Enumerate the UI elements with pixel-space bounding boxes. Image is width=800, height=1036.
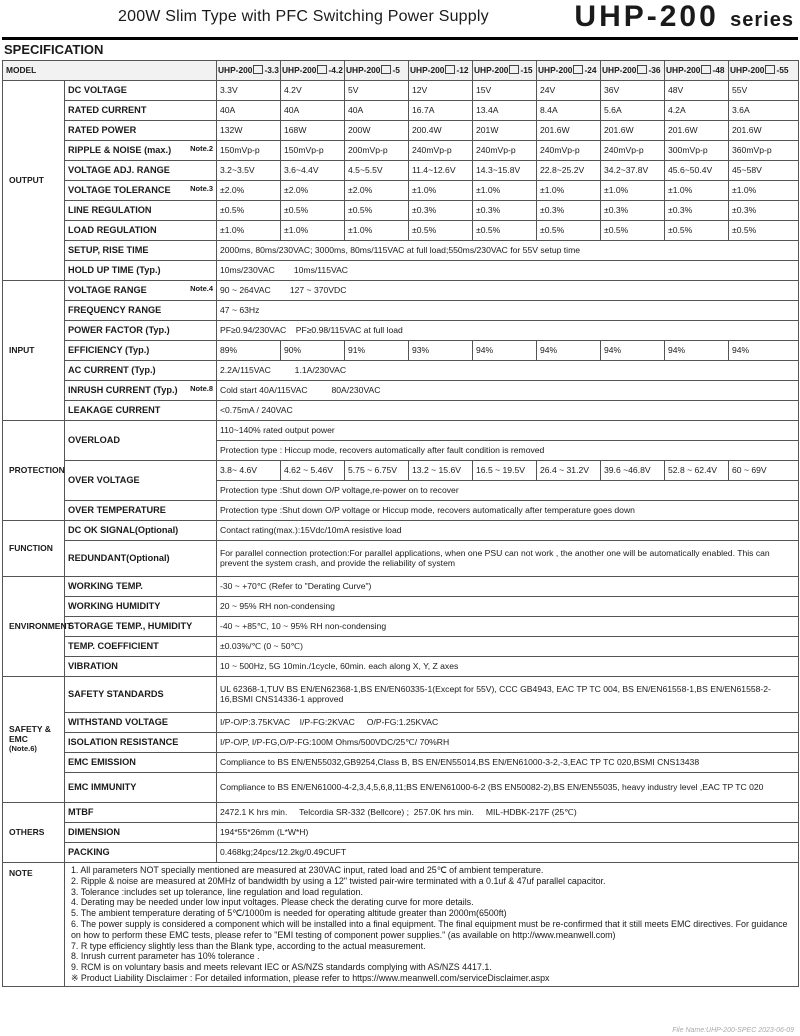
section-title: SPECIFICATION (4, 42, 104, 57)
value-cell: 150mVp-p (281, 141, 345, 161)
voltage-adj-label: VOLTAGE ADJ. RANGE (65, 161, 217, 181)
vibration-label: VIBRATION (65, 657, 217, 677)
value-cell: 10ms/230VAC 10ms/115VAC (217, 261, 799, 281)
setup-rise-label: SETUP, RISE TIME (65, 241, 217, 261)
value-cell: ±1.0% (665, 181, 729, 201)
value-cell: ±2.0% (217, 181, 281, 201)
value-cell: 94% (601, 341, 665, 361)
value-cell: 132W (217, 121, 281, 141)
power-factor-label: POWER FACTOR (Typ.) (65, 321, 217, 341)
value-cell: <0.75mA / 240VAC (217, 401, 799, 421)
value-cell: 13.4A (473, 101, 537, 121)
value-cell: 240mVp-p (409, 141, 473, 161)
value-cell: 90% (281, 341, 345, 361)
value-cell: 201.6W (537, 121, 601, 141)
value-cell: 22.8~25.2V (537, 161, 601, 181)
note-item: 9. RCM is on voluntary basis and meets relevant IEC or AS/NZS standards complying with AS/NZS 4417.1. (71, 962, 492, 973)
notes-cell (65, 863, 799, 987)
value-cell: 39.6 ~46.8V (601, 461, 665, 481)
value-cell: 360mVp-p (729, 141, 799, 161)
value-cell: ±2.0% (345, 181, 409, 201)
value-cell: 40A (345, 101, 409, 121)
group-others: OTHERS (3, 803, 65, 863)
value-cell: 90 ~ 264VAC 127 ~ 370VDC (217, 281, 799, 301)
safety-standards-label: SAFETY STANDARDS (65, 677, 217, 713)
emc-emission-label: EMC EMISSION (65, 753, 217, 773)
value-cell: ±1.0% (537, 181, 601, 201)
value-cell: ±0.5% (665, 221, 729, 241)
value-cell: 12V (409, 81, 473, 101)
value-cell: ±0.3% (729, 201, 799, 221)
group-protection: PROTECTION (3, 421, 65, 521)
value-cell: Compliance to BS EN/EN55032,GB9254,Class B, BS EN/EN55014,BS EN/EN61000-3-2,-3,EAC TP TC 020,BSMI CNS13438 (217, 753, 799, 773)
value-cell: ±0.3% (409, 201, 473, 221)
value-cell: 200mVp-p (345, 141, 409, 161)
rated-power-label: RATED POWER (65, 121, 217, 141)
value-cell: 91% (345, 341, 409, 361)
value-cell: ±0.5% (729, 221, 799, 241)
inrush-current-label: INRUSH CURRENT (Typ.) Note.8 (65, 381, 217, 401)
value-cell: 5V (345, 81, 409, 101)
spec-table (2, 60, 799, 987)
value-cell: 24V (537, 81, 601, 101)
value-cell: 2472.1 K hrs min. Telcordia SR-332 (Bellcore) ; 257.0K hrs min. MIL-HDBK-217F (25℃) (217, 803, 799, 823)
value-cell: ±1.0% (345, 221, 409, 241)
value-cell: 55V (729, 81, 799, 101)
value-cell: 40A (217, 101, 281, 121)
note-ref: Note.4 (190, 284, 213, 294)
line-regulation-label: LINE REGULATION (65, 201, 217, 221)
value-cell: 16.7A (409, 101, 473, 121)
value-cell: 2000ms, 80ms/230VAC; 3000ms, 80ms/115VAC at full load;550ms/230VAC for 55V setup time (217, 241, 799, 261)
note-ref: Note.3 (190, 184, 213, 194)
value-cell: 45~58V (729, 161, 799, 181)
value-cell: 3.6A (729, 101, 799, 121)
value-cell: ±2.0% (281, 181, 345, 201)
value-cell: 5.6A (601, 101, 665, 121)
working-humidity-label: WORKING HUMIDITY (65, 597, 217, 617)
value-cell: 5.75 ~ 6.75V (345, 461, 409, 481)
value-cell: ±0.3% (665, 201, 729, 221)
model-cell: UHP-200 -3.3 (217, 61, 281, 81)
value-cell: ±0.5% (281, 201, 345, 221)
value-cell: ±0.5% (473, 221, 537, 241)
hold-up-label: HOLD UP TIME (Typ.) (65, 261, 217, 281)
value-cell: 94% (665, 341, 729, 361)
storage-temp-label: STORAGE TEMP., HUMIDITY (65, 617, 217, 637)
efficiency-label: EFFICIENCY (Typ.) (65, 341, 217, 361)
value-cell: Contact rating(max.):15Vdc/10mA resistive load (217, 521, 799, 541)
load-regulation-label: LOAD REGULATION (65, 221, 217, 241)
note-item: ※ Product Liability Disclaimer : For detailed information, please refer to https://www.meanwell.com/serviceDisclaimer.aspx (71, 972, 550, 983)
value-cell: 36V (601, 81, 665, 101)
value-cell: 14.3~15.8V (473, 161, 537, 181)
over-temperature-label: OVER TEMPERATURE (65, 501, 217, 521)
model-cell: UHP-200 -5 (345, 61, 409, 81)
value-cell: 240mVp-p (537, 141, 601, 161)
value-cell: -30 ~ +70℃ (Refer to "Derating Curve") (217, 577, 799, 597)
value-cell: I/P-O/P, I/P-FG,O/P-FG:100M Ohms/500VDC/25℃/ 70%RH (217, 733, 799, 753)
value-cell: ±0.03%/℃ (0 ~ 50℃) (217, 637, 799, 657)
value-cell: Protection type :Shut down O/P voltage or Hiccup mode, recovers automatically after temperature goes down (217, 501, 799, 521)
note-item: 7. R type efficiency slightly less than the Blank type, according to the actual measurement. (71, 940, 426, 951)
isolation-resistance-label: ISOLATION RESISTANCE (65, 733, 217, 753)
value-cell: 20 ~ 95% RH non-condensing (217, 597, 799, 617)
value-cell: 60 ~ 69V (729, 461, 799, 481)
value-cell: 94% (537, 341, 601, 361)
value-cell: 47 ~ 63Hz (217, 301, 799, 321)
dc-ok-label: DC OK SIGNAL(Optional) (65, 521, 217, 541)
model-row (3, 61, 799, 81)
dc-voltage-label: DC VOLTAGE (65, 81, 217, 101)
value-cell: 16.5 ~ 19.5V (473, 461, 537, 481)
value-cell: 4.2A (665, 101, 729, 121)
model-cell: UHP-200 -4.2 (281, 61, 345, 81)
product-subtitle: 200W Slim Type with PFC Switching Power Supply (118, 8, 489, 25)
group-input: INPUT (3, 281, 65, 421)
value-cell: 26.4 ~ 31.2V (537, 461, 601, 481)
value-cell: ±1.0% (601, 181, 665, 201)
note-item: 2. Ripple & noise are measured at 20MHz of bandwidth by using a 12" twisted pair-wire terminated with a 0.1uf & 47uf parallel capacitor. (71, 875, 606, 886)
series-suffix: series (730, 9, 794, 31)
value-cell: 13.2 ~ 15.6V (409, 461, 473, 481)
value-cell: Protection type : Hiccup mode, recovers automatically after fault condition is removed (217, 441, 799, 461)
rated-current-label: RATED CURRENT (65, 101, 217, 121)
packing-label: PACKING (65, 843, 217, 863)
note-item: 1. All parameters NOT specially mentioned are measured at 230VAC input, rated load and 25℃ of ambient temperature. (71, 865, 544, 875)
group-safety-emc: SAFETY & EMC (Note.6) (3, 677, 65, 803)
value-cell: ±0.5% (409, 221, 473, 241)
emc-immunity-label: EMC IMMUNITY (65, 773, 217, 803)
value-cell: 89% (217, 341, 281, 361)
series-name: UHP-200 (574, 0, 719, 33)
value-cell: 10 ~ 500Hz, 5G 10min./1cycle, 60min. each along X, Y, Z axes (217, 657, 799, 677)
value-cell: 93% (409, 341, 473, 361)
value-cell: ±0.3% (537, 201, 601, 221)
withstand-voltage-label: WITHSTAND VOLTAGE (65, 713, 217, 733)
value-cell: 48V (665, 81, 729, 101)
value-cell: 150mVp-p (217, 141, 281, 161)
value-cell: 8.4A (537, 101, 601, 121)
value-cell: ±0.5% (217, 201, 281, 221)
value-cell: 300mVp-p (665, 141, 729, 161)
value-cell: 4.62 ~ 5.46V (281, 461, 345, 481)
value-cell: 4.5~5.5V (345, 161, 409, 181)
value-cell: ±1.0% (409, 181, 473, 201)
value-cell: 2.2A/115VAC 1.1A/230VAC (217, 361, 799, 381)
document-header (0, 0, 800, 40)
value-cell: 45.6~50.4V (665, 161, 729, 181)
file-footer: File Name:UHP-200-SPEC 2023-06-09 (672, 1027, 794, 1034)
value-cell: 4.2V (281, 81, 345, 101)
value-cell: Compliance to BS EN/EN61000-4-2,3,4,5,6,8,11;BS EN/EN61000-6-2 (BS EN50082-2),BS EN/EN55035, heavy industry level ,EAC TP TC 020 (217, 773, 799, 803)
group-note: NOTE (3, 863, 65, 987)
series-title (574, 0, 794, 34)
value-cell: ±1.0% (281, 221, 345, 241)
value-cell: 40A (281, 101, 345, 121)
value-cell: Protection type :Shut down O/P voltage,re-power on to recover (217, 481, 799, 501)
value-cell: -40 ~ +85℃, 10 ~ 95% RH non-condensing (217, 617, 799, 637)
ac-current-label: AC CURRENT (Typ.) (65, 361, 217, 381)
working-temp-label: WORKING TEMP. (65, 577, 217, 597)
note-item: 5. The ambient temperature derating of 5℃/1000m is needed for operating altitude greater than 2000m(6500ft) (71, 908, 507, 919)
value-cell: PF≥0.94/230VAC PF≥0.98/115VAC at full load (217, 321, 799, 341)
value-cell: 15V (473, 81, 537, 101)
notes-list (71, 865, 792, 984)
model-cell: UHP-200 -55 (729, 61, 799, 81)
value-cell: ±1.0% (729, 181, 799, 201)
value-cell: 201.6W (665, 121, 729, 141)
value-cell: 52.8 ~ 62.4V (665, 461, 729, 481)
model-cell: UHP-200 -48 (665, 61, 729, 81)
value-cell: ±0.5% (345, 201, 409, 221)
note-item: 4. Derating may be needed under low input voltages. Please check the derating curve for more details. (71, 897, 474, 908)
value-cell: 3.8~ 4.6V (217, 461, 281, 481)
mtbf-label: MTBF (65, 803, 217, 823)
value-cell: 94% (473, 341, 537, 361)
value-cell: 11.4~12.6V (409, 161, 473, 181)
value-cell: ±0.5% (537, 221, 601, 241)
value-cell: 200W (345, 121, 409, 141)
over-voltage-label: OVER VOLTAGE (65, 461, 217, 501)
value-cell: 3.6~4.4V (281, 161, 345, 181)
frequency-range-label: FREQUENCY RANGE (65, 301, 217, 321)
group-environment: ENVIRONMENT (3, 577, 65, 677)
note-item: 3. Tolerance :includes set up tolerance, line regulation and load regulation. (71, 886, 363, 897)
note-item: 6. The power supply is considered a component which will be installed into a final equipment. The final equipment must be re-confirmed that it still meets EMC directives. For guidance on how to perform these EMC tests, please refer to "EMI testing of component power supplies." (as available on http://www.meanwell.com) (71, 918, 788, 940)
value-cell: 200.4W (409, 121, 473, 141)
overload-label: OVERLOAD (65, 421, 217, 461)
value-cell: For parallel connection protection:For parallel applications, when one PSU can not work , the another one will be automatically enabled. This can prevent the system crash, and provide the reliability of system (217, 541, 799, 577)
value-cell: I/P-O/P:3.75KVAC I/P-FG:2KVAC O/P-FG:1.25KVAC (217, 713, 799, 733)
temp-coefficient-label: TEMP. COEFFICIENT (65, 637, 217, 657)
value-cell: 194*55*26mm (L*W*H) (217, 823, 799, 843)
note-ref: Note.2 (190, 144, 213, 154)
model-label: MODEL (3, 61, 217, 81)
value-cell: 240mVp-p (601, 141, 665, 161)
value-cell: 168W (281, 121, 345, 141)
note-item: 8. Inrush current parameter has 10% tolerance . (71, 951, 260, 962)
value-cell: 201.6W (601, 121, 665, 141)
value-cell: ±0.5% (601, 221, 665, 241)
value-cell: ±0.3% (601, 201, 665, 221)
ripple-label: RIPPLE & NOISE (max.) Note.2 (65, 141, 217, 161)
header-divider (2, 37, 798, 40)
model-cell: UHP-200 -12 (409, 61, 473, 81)
value-cell: 240mVp-p (473, 141, 537, 161)
dimension-label: DIMENSION (65, 823, 217, 843)
value-cell: UL 62368-1,TUV BS EN/EN62368-1,BS EN/EN60335-1(Except for 55V), CCC GB4943, EAC TP TC 004, BS EN/EN61558-1,BS EN/EN61558-2-16,BSMI CNS14336-1 approved (217, 677, 799, 713)
value-cell: 34.2~37.8V (601, 161, 665, 181)
model-cell: UHP-200 -15 (473, 61, 537, 81)
redundant-label: REDUNDANT(Optional) (65, 541, 217, 577)
group-function: FUNCTION (3, 521, 65, 577)
value-cell: ±1.0% (473, 181, 537, 201)
value-cell: 3.2~3.5V (217, 161, 281, 181)
voltage-tolerance-label: VOLTAGE TOLERANCE Note.3 (65, 181, 217, 201)
value-cell: ±1.0% (217, 221, 281, 241)
model-cell: UHP-200 -36 (601, 61, 665, 81)
value-cell: ±0.3% (473, 201, 537, 221)
value-cell: 201.6W (729, 121, 799, 141)
value-cell: 110~140% rated output power (217, 421, 799, 441)
note-ref: Note.8 (190, 384, 213, 394)
value-cell: 94% (729, 341, 799, 361)
leakage-current-label: LEAKAGE CURRENT (65, 401, 217, 421)
voltage-range-label: VOLTAGE RANGE Note.4 (65, 281, 217, 301)
value-cell: 0.468kg;24pcs/12.2kg/0.49CUFT (217, 843, 799, 863)
value-cell: 201W (473, 121, 537, 141)
value-cell: 3.3V (217, 81, 281, 101)
group-output: OUTPUT (3, 81, 65, 281)
model-cell: UHP-200 -24 (537, 61, 601, 81)
value-cell: Cold start 40A/115VAC 80A/230VAC (217, 381, 799, 401)
